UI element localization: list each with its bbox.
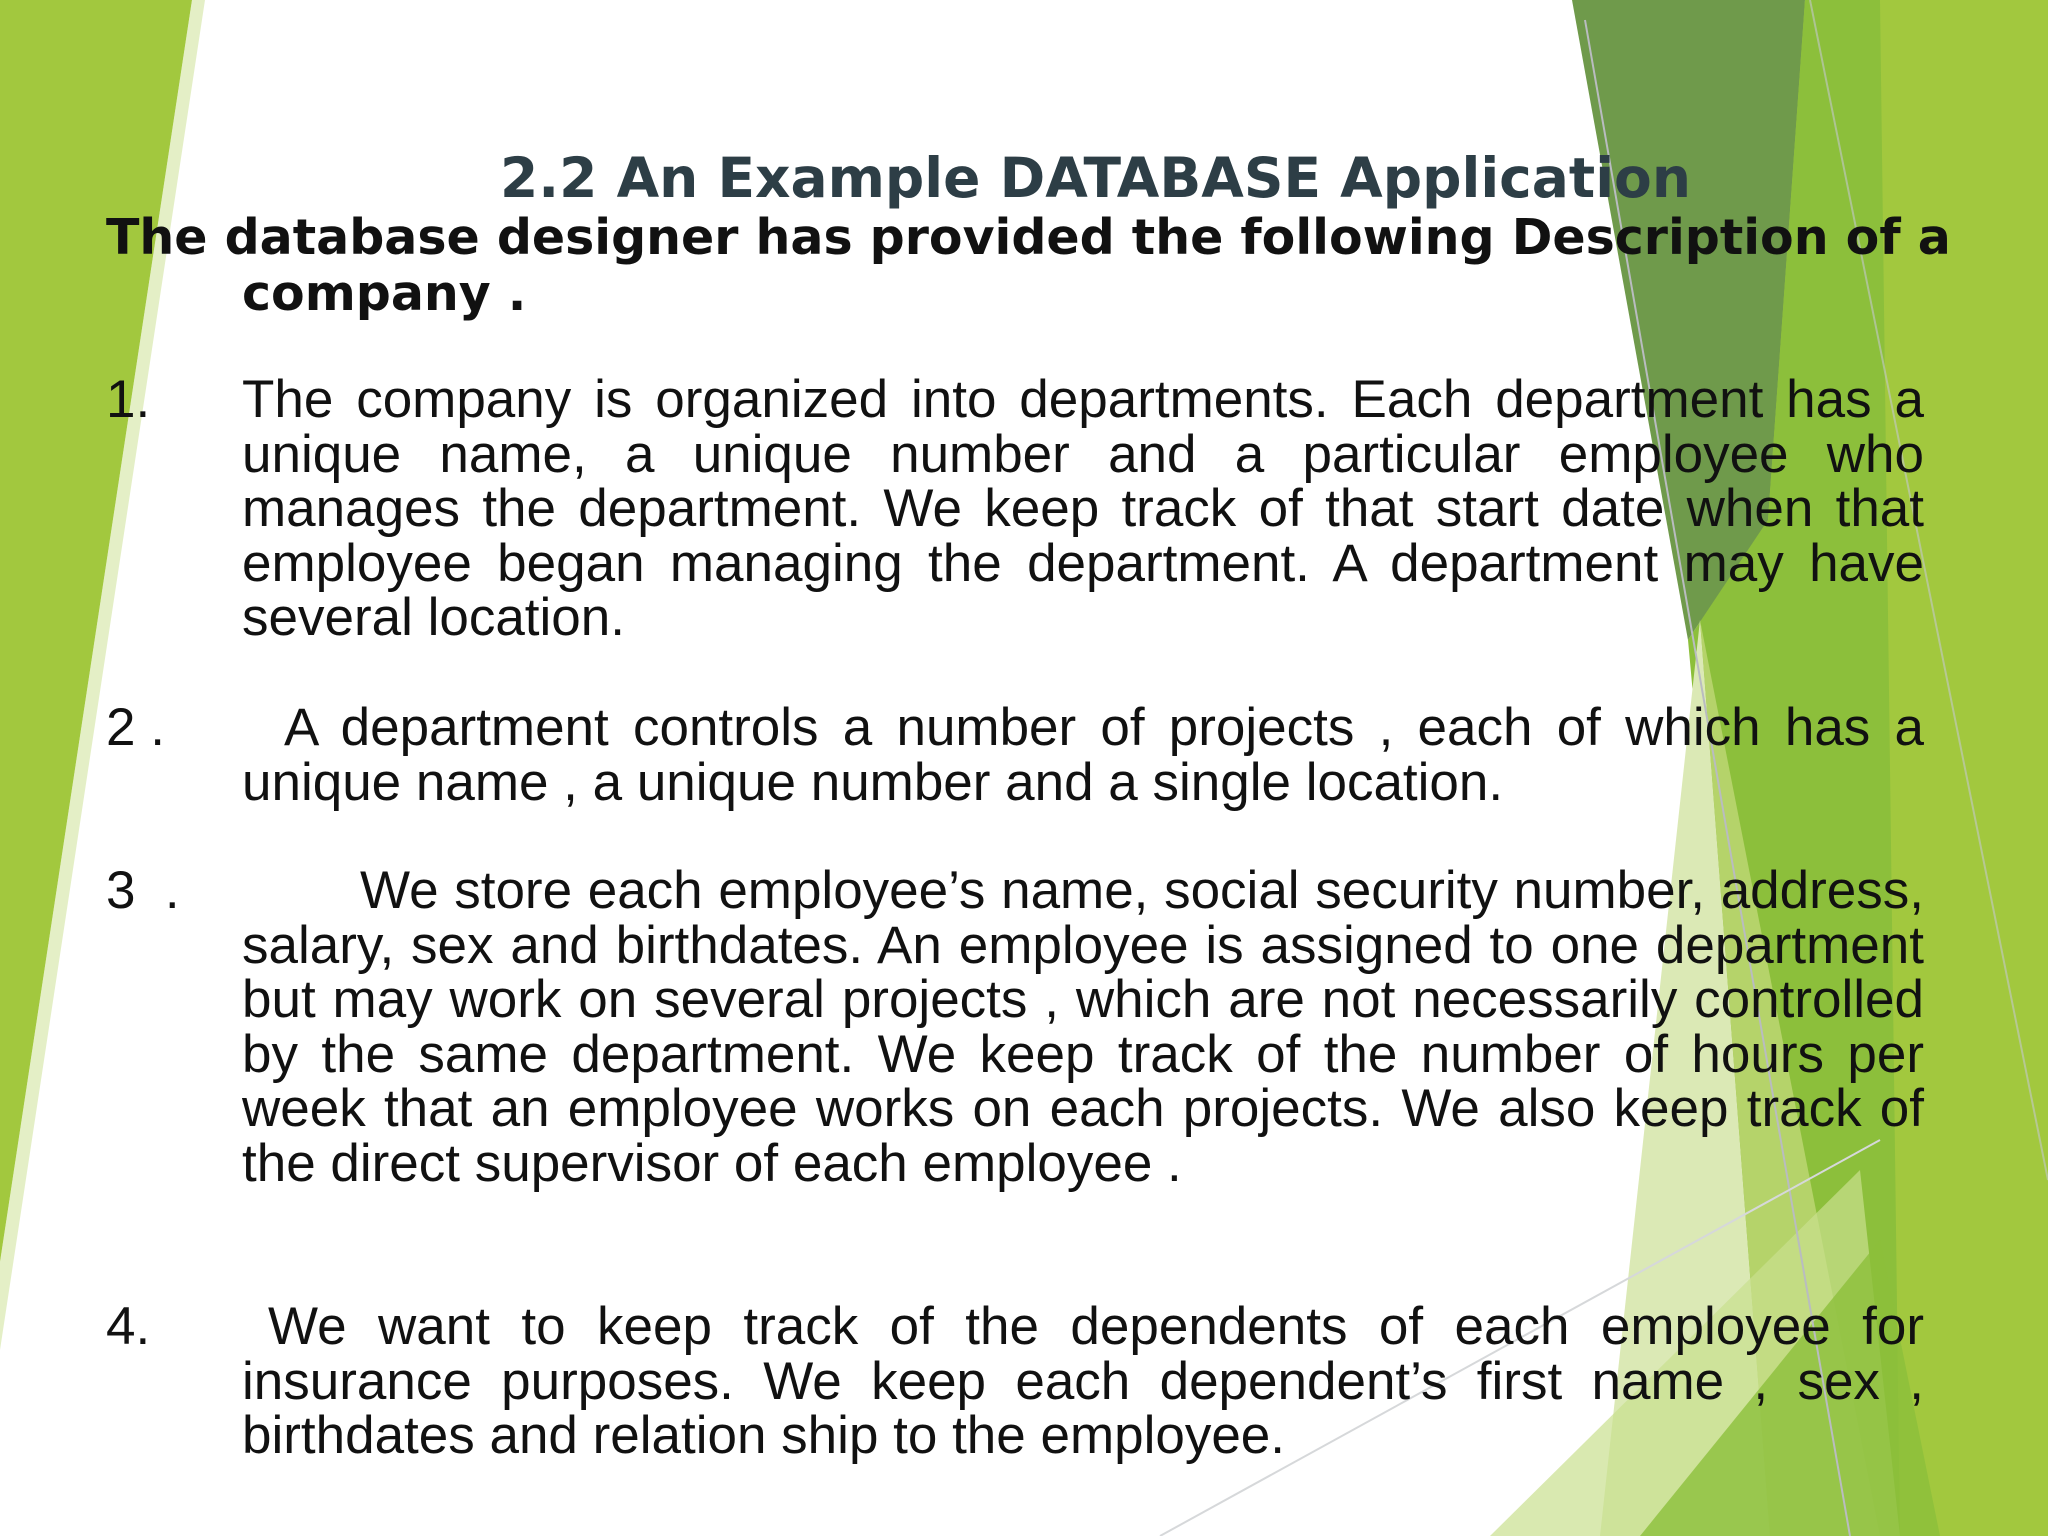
list-item-text: We store each employee’s name, social security number, address, salary, sex and birthdates. An employee is assigned to one department but may work on several projects , which are not necessarily controlled by the same department. We keep track of the number of hours per week that an employee works on each projects. We also keep track of the direct supervisor of each employee . <box>242 861 1924 1193</box>
list-item-text: The company is organized into departments. Each department has a unique name, a unique number and a particular employee who manages the department. We keep track of that start date when that employee began managing the department. A department may have several location. <box>242 370 1924 647</box>
slide-title: 2.2 An Example DATABASE Application <box>500 146 1691 210</box>
list-item-text: We want to keep track of the dependents of each employee for insurance purposes. We keep each dependent’s first name , sex , birthdates and relation ship to the employee. <box>242 1297 1924 1465</box>
list-item <box>106 861 1924 1193</box>
list-item <box>106 698 1924 812</box>
list-item <box>106 1297 1924 1465</box>
list-item-number: 3 . <box>106 861 180 920</box>
intro-line-1: The database designer has provided the following Description of a <box>106 209 1951 266</box>
list-item <box>106 370 1924 647</box>
list-item-text: A department controls a number of projects , each of which has a unique name , a unique number and a single location. <box>242 698 1924 812</box>
list-item-number: 4. <box>106 1297 151 1356</box>
intro-paragraph <box>106 209 1951 322</box>
list-item-number: 2 . <box>106 698 165 757</box>
intro-line-2: company . <box>242 265 527 322</box>
list-item-number: 1. <box>106 370 151 429</box>
